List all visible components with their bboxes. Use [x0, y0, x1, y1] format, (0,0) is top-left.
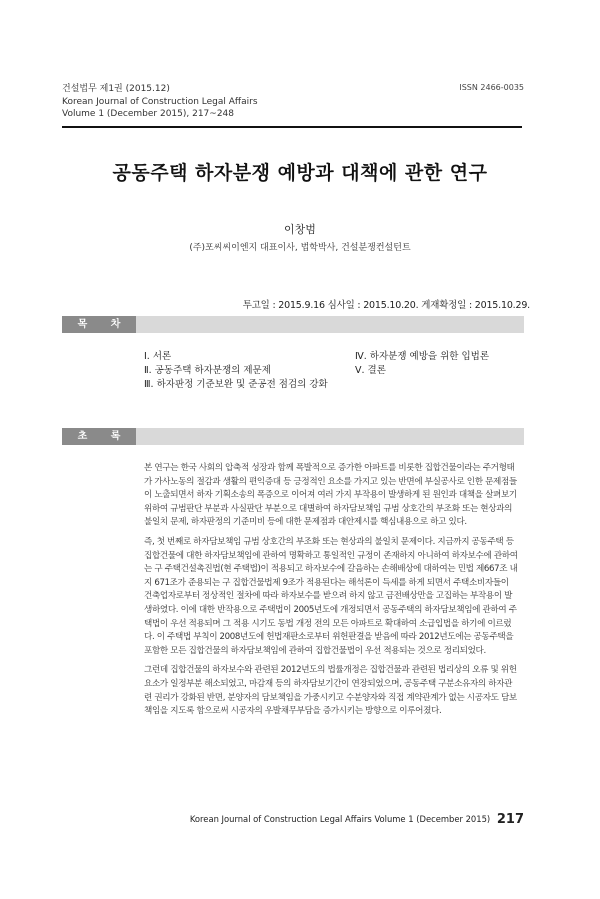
submission-dates: 투고일 : 2015.9.16 심사일 : 2015.10.20. 게재확정일 : 2015.10.29.	[242, 300, 530, 311]
journal-line-2: Korean Journal of Construction Legal Affairs	[62, 96, 258, 107]
toc-item[interactable]: Ⅱ. 공동주택 하자분쟁의 제문제	[144, 365, 271, 376]
page-footer	[190, 812, 524, 827]
toc-left-column	[144, 350, 328, 392]
author-name: 이창범	[284, 223, 316, 236]
toc-item[interactable]: Ⅳ. 하자분쟁 예방을 위한 입법론	[355, 351, 489, 362]
paper-title: 공동주택 하자분쟁 예방과 대책에 관한 연구	[112, 162, 488, 184]
toc-right-column	[355, 350, 489, 378]
toc-label: 목 차	[62, 316, 136, 333]
toc-item[interactable]: Ⅴ. 결론	[355, 365, 386, 376]
journal-info	[62, 83, 258, 121]
journal-line-3: Volume 1 (December 2015), 217~248	[62, 109, 234, 119]
toc-item[interactable]: Ⅰ. 서론	[144, 351, 172, 362]
toc-header-band	[62, 316, 524, 333]
page-number: 217	[496, 812, 524, 827]
journal-line-1: 건설법무 제1권 (2015.12)	[62, 84, 170, 94]
abstract-label: 초 록	[62, 428, 136, 445]
issn: ISSN 2466-0035	[459, 83, 524, 92]
abstract-paragraph: 그런데 집합건물의 하자보수와 관련된 2012년도의 법률개정은 집합건물과 관련된 법리상의 오류 및 위헌요소가 일정부분 해소되었고, 마감재 등의 하자담보기간이 연장되었으며, 공동주택 구분소유자의 하자관련 권리가 강화된 반면, 분양자의 담보책임을 가중시키고 수분양자와 직접 계약관계가 없는 시공자도 담보책임을 지도록 함으로써 시공자의 우발채무부담을 증가시키는 방향으로 이루어졌다.	[144, 665, 517, 717]
footer-journal: Korean Journal of Construction Legal Affairs Volume 1 (December 2015)	[189, 814, 491, 824]
abstract-paragraph: 본 연구는 한국 사회의 압축적 성장과 함께 폭발적으로 증가한 아파트를 비롯한 집합건물이라는 주거형태가 가사노동의 절감과 생활의 편익증대 등 긍정적인 요소를 가지고 있는 반면에 부실공사로 인한 문제점들이 노출되면서 하자 기획소송의 폭증으로 이어져 여러 가지 부작용이 발생하게 된 원인과 대책을 살펴보기 위하여 규범판단 부분과 사실판단 부분으로 대별하여 하자담보책임 규범 상호간의 부조화 또는 현상과의 불일치 문제, 하자판정의 기준미비 등에 대한 문제점과 대안제시를 핵심내용으로 하고 있다.	[144, 463, 517, 528]
abstract-paragraph: 즉, 첫 번째로 하자담보책임 규범 상호간의 부조화 또는 현상과의 불일치 문제이다. 지금까지 공동주택 등 집합건물에 대한 하자담보책임에 관하여 명확하고 통일적인 규정이 존재하지 아니하여 하자보수에 관하여는 구 주택건설촉진법(현 주택법)이 적용되고 하자보수에 갈음하는 손해배상에 대하여는 민법 제667조 내지 671조가 준용되는 구 집합건물법제 9조가 적용된다는 해석론이 득세를 하게 되면서 주택소비자들이 건축업자로부터 정상적인 절차에 따라 하자보수를 받으려 하지 않고 금전배상만을 고집하는 부작용이 발생하였다. 이에 대한 반작용으로 주택법이 2005년도에 개정되면서 공동주택의 하자담보책임에 관하여 주택법이 우선 적용되며 그 적용 시기도 동법 개정 전의 모든 아파트로 확대하여 소급입법을 하기에 이르렀다. 이 주택법 부칙이 2008년도에 헌법재판소로부터 위헌판결을 받음에 따라 2012년도에는 공동주택을 포함한 모든 집합건물의 하자담보책임에 관하여 집합건물법이 우선 적용되는 것으로 정리되었다.	[144, 536, 518, 656]
header-rule	[62, 126, 522, 128]
abstract-body	[144, 462, 518, 725]
abstract-header-band	[62, 428, 524, 445]
toc-item[interactable]: Ⅲ. 하자판정 기준보완 및 준공전 점검의 강화	[144, 379, 328, 390]
author-affiliation: (주)포씨씨이엔지 대표이사, 법학박사, 건설분쟁컨설턴트	[189, 243, 411, 253]
